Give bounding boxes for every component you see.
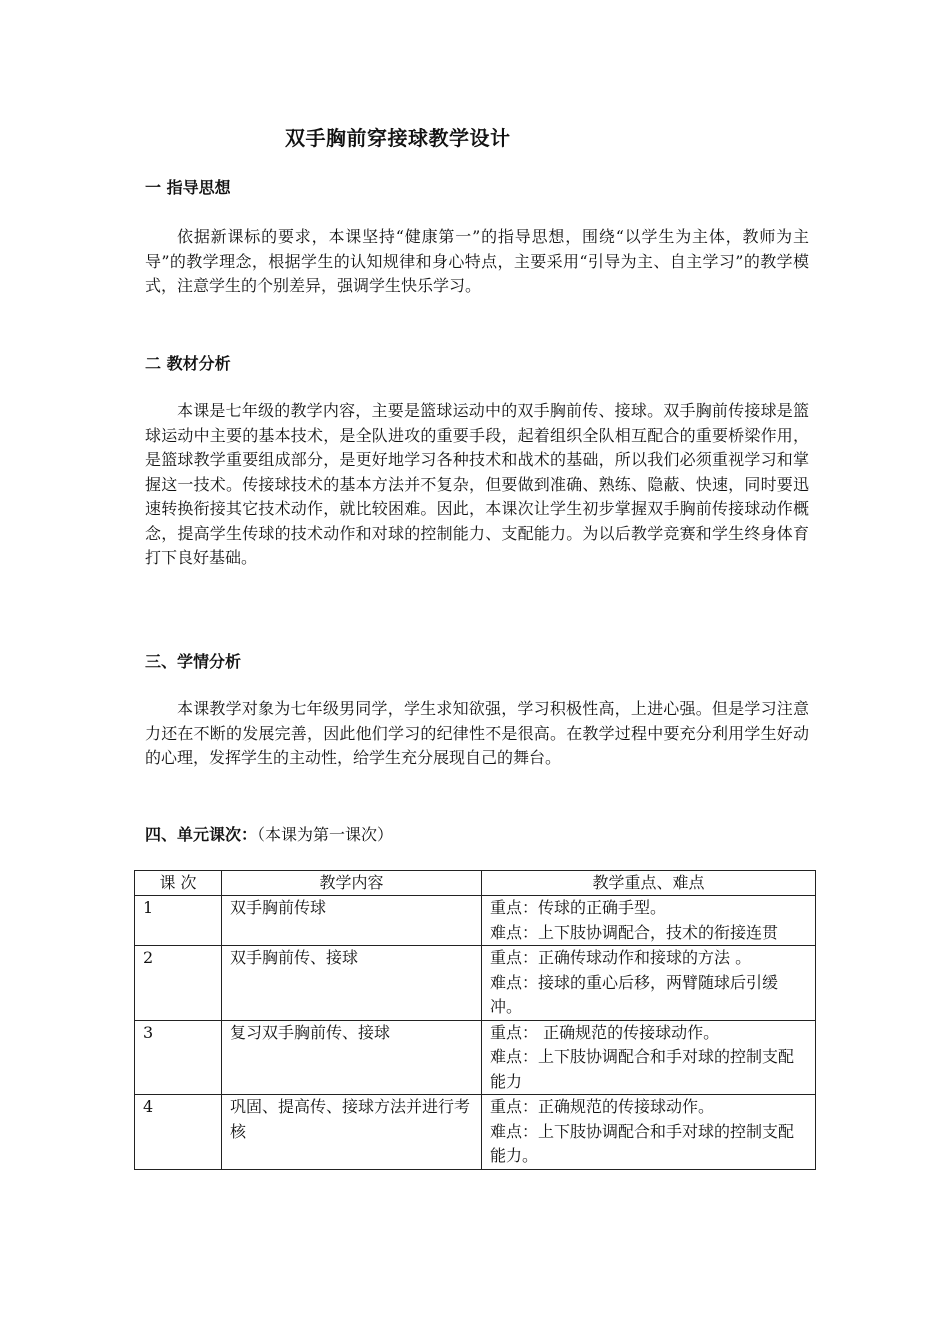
lesson-content: 复习双手胸前传、接球 [222, 1020, 482, 1095]
table-row [135, 896, 816, 946]
section-heading-student-analysis: 三、学情分析 [145, 652, 242, 671]
difficulty-point: 难点：上下肢协调配合，技术的衔接连贯 [490, 922, 779, 942]
unit-lessons-table [134, 870, 816, 1170]
table-header-row [135, 871, 816, 896]
section-heading-guiding-ideology: 一 指导思想 [145, 178, 231, 197]
document-title: 双手胸前穿接球教学设计 [285, 126, 511, 150]
key-point: 重点： 正确规范的传接球动作。 [490, 1022, 720, 1042]
lesson-number: 1 [135, 896, 222, 946]
lesson-key-difficulty [482, 1020, 816, 1095]
lesson-key-difficulty [482, 896, 816, 946]
lesson-content: 巩固、提高传、接球方法并进行考核 [222, 1095, 482, 1170]
difficulty-point: 难点：上下肢协调配合和手对球的控制支配能力 [490, 1047, 795, 1091]
key-point: 重点：正确规范的传接球动作。 [490, 1097, 715, 1116]
lesson-number: 3 [135, 1020, 222, 1095]
section-heading-material-analysis: 二 教材分析 [145, 354, 231, 373]
section-body-material-analysis: 本课是七年级的教学内容，主要是篮球运动中的双手胸前传、接球。双手胸前传接球是篮球运动中主要的基本技术，是全队进攻的重要手段，起着组织全队相互配合的重要桥梁作用，是篮球教学重要组成部分，是更好地学习各种技术和战术的基础，所以我们必须重视学习和掌握这一技术。传接球技术的基本方法并不复杂，但要做到准确、熟练、隐蔽、快速，同时要迅速转换衔接其它技术动作，就比较困难。因此，本课次让学生初步掌握双手胸前传接球动作概念，提高学生传球的技术动作和对球的控制能力、支配能力。为以后教学竞赛和学生终身体育打下良好基础。 [145, 401, 809, 567]
lesson-key-difficulty [482, 946, 816, 1021]
lesson-number: 2 [135, 946, 222, 1021]
lesson-key-difficulty [482, 1095, 816, 1170]
header-key-difficulty: 教学重点、难点 [482, 871, 816, 896]
section-heading-unit-lessons [145, 822, 393, 845]
header-lesson-number: 课 次 [135, 871, 222, 896]
table-row [135, 1020, 816, 1095]
unit-lessons-heading-text: 四、单元课次： [145, 825, 258, 844]
key-point: 重点：正确传球动作和接球的方法 。 [490, 948, 752, 967]
table-row [135, 1095, 816, 1170]
lesson-number: 4 [135, 1095, 222, 1170]
unit-lessons-note: （本课为第一课次） [257, 825, 394, 844]
lesson-content: 双手胸前传球 [222, 896, 482, 946]
difficulty-point: 难点：上下肢协调配合和手对球的控制支配能力。 [490, 1121, 795, 1165]
section-body-guiding-ideology: 依据新课标的要求，本课坚持“健康第一”的指导思想，围绕“以学生为主体，教师为主导”的教学理念，根据学生的认知规律和身心特点，主要采用“引导为主、自主学习”的教学模式，注意学生的个别差异，强调学生快乐学习。 [145, 227, 809, 295]
lesson-content: 双手胸前传、接球 [222, 946, 482, 1021]
section-body-student-analysis: 本课教学对象为七年级男同学，学生求知欲强，学习积极性高，上进心强。但是学习注意力还在不断的发展完善，因此他们学习的纪律性不是很高。在教学过程中要充分利用学生好动的心理，发挥学生的主动性，给学生充分展现自己的舞台。 [145, 699, 809, 767]
table-row [135, 946, 816, 1021]
header-teaching-content: 教学内容 [222, 871, 482, 896]
key-point: 重点：传球的正确手型。 [490, 898, 667, 917]
difficulty-point: 难点：接球的重心后移，两臂随球后引缓冲。 [490, 972, 779, 1016]
